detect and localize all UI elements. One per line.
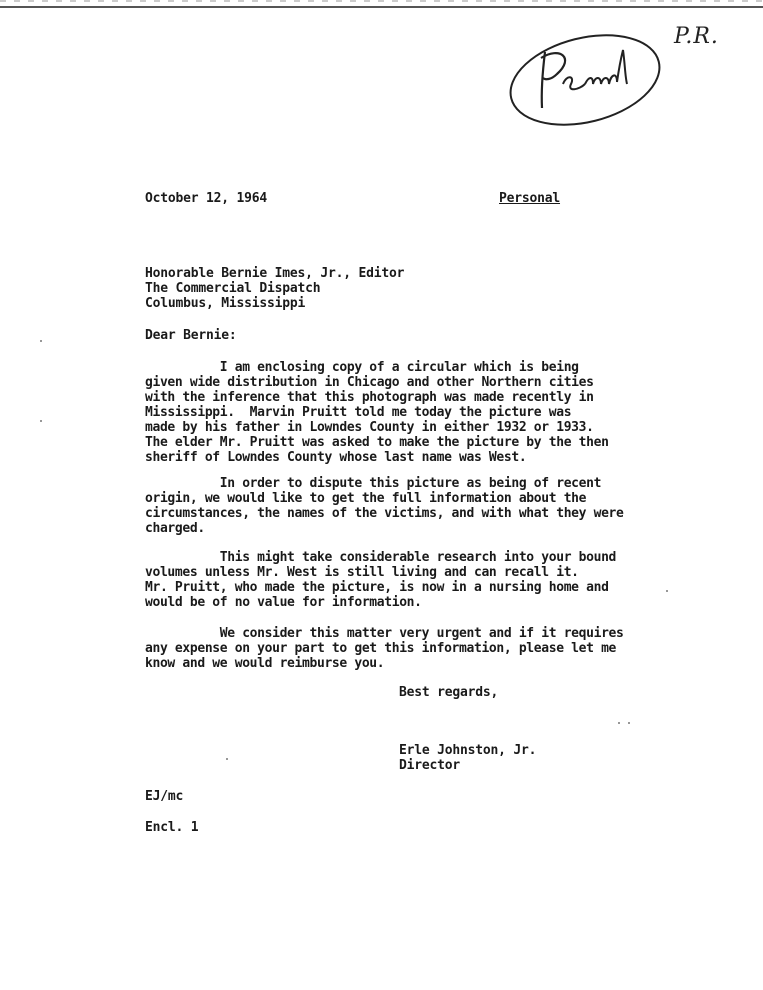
paragraph-3-line: Mr. Pruitt, who made the picture, is now in a nursing home and (145, 580, 609, 595)
paragraph-2-line: In order to dispute this picture as being of recent (145, 476, 602, 491)
paragraph-4-line: know and we would reimburse you. (145, 656, 385, 671)
paragraph-1-line: made by his father in Lowndes County in either 1932 or 1933. (145, 420, 594, 435)
scan-edge-mark (0, 0, 763, 2)
scan-speck (40, 420, 42, 422)
paragraph-1-line: sheriff of Lowndes County whose last name was West. (145, 450, 527, 465)
reference-initials: EJ/mc (145, 789, 184, 804)
scan-speck (666, 590, 668, 592)
scan-speck (628, 722, 630, 724)
scan-speck (226, 758, 228, 760)
salutation: Dear Bernie: (145, 328, 237, 343)
personal-label: Personal (499, 191, 561, 206)
paragraph-4-line: We consider this matter very urgent and if it requires (145, 626, 624, 641)
handwritten-circled-note (505, 28, 670, 132)
enclosure-note: Encl. 1 (145, 820, 199, 835)
paragraph-1-line: given wide distribution in Chicago and other Northern cities (145, 375, 594, 390)
signer-title: Director (399, 758, 461, 773)
paragraph-4-line: any expense on your part to get this information, please let me (145, 641, 617, 656)
signer-name: Erle Johnston, Jr. (399, 743, 537, 758)
paragraph-3-line: would be of no value for information. (145, 595, 422, 610)
closing: Best regards, (399, 685, 499, 700)
scan-speck (618, 722, 620, 724)
paragraph-2-line: circumstances, the names of the victims, and with what they were (145, 506, 624, 521)
top-rule (0, 6, 763, 8)
paragraph-2-line: charged. (145, 521, 205, 536)
recipient-line-1: Honorable Bernie Imes, Jr., Editor (145, 266, 405, 281)
paragraph-1-line: The elder Mr. Pruitt was asked to make the picture by the then (145, 435, 609, 450)
paragraph-1-line: Mississippi. Marvin Pruitt told me today the picture was (145, 405, 572, 420)
handwritten-pr-note: P.R. (674, 24, 719, 49)
paragraph-1-line: with the inference that this photograph was made recently in (145, 390, 594, 405)
scan-speck (40, 340, 42, 342)
recipient-line-2: The Commercial Dispatch (145, 281, 321, 296)
paragraph-3-line: volumes unless Mr. West is still living and can recall it. (145, 565, 579, 580)
paragraph-1-line: I am enclosing copy of a circular which is being (145, 360, 579, 375)
paragraph-2-line: origin, we would like to get the full information about the (145, 491, 587, 506)
paragraph-3-line: This might take considerable research into your bound (145, 550, 617, 565)
recipient-line-3: Columbus, Mississippi (145, 296, 306, 311)
letter-date: October 12, 1964 (145, 191, 268, 206)
